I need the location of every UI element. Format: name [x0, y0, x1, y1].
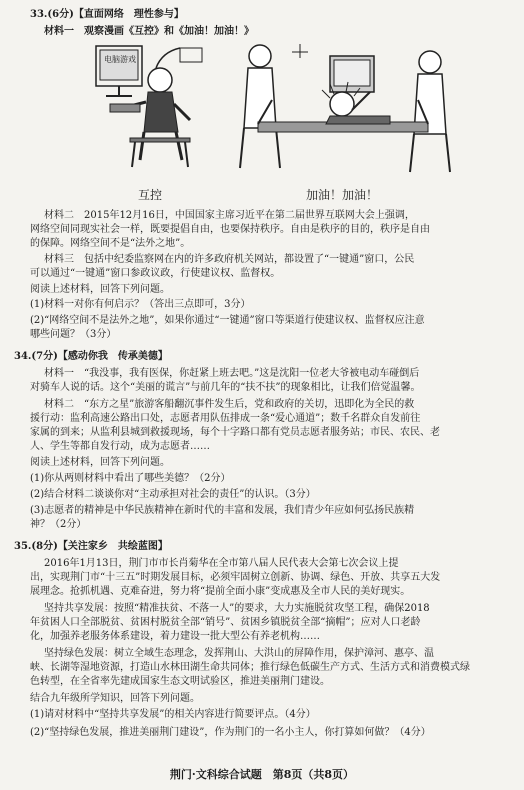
- q34-read-instruction: 阅读上述材料，回答下列问题。: [30, 457, 170, 468]
- cartoon-screen-text: 电脑游戏: [104, 55, 136, 64]
- q35-para3-line3: 色转型，在全省率先建成国家生态文明试验区，推进美丽荆门建设。: [30, 676, 330, 687]
- q34-material1-line2: 对骑车人说的话。这个“美丽的谎言”与前几年的“扶不扶”的现象相比，让我们倍觉温馨。: [30, 382, 421, 393]
- q35-question2: (2)“坚持绿色发展，推进美丽荆门建设”，作为荆门的一名小主人，你打算如何做？（4分）: [30, 727, 431, 738]
- page-footer: 荆门·文科综合试题 第8页（共8页）: [169, 768, 355, 781]
- q34-material2-line3: 家属的到来；从监利县城到救援现场，每个十字路口都有党员志愿者服务站；市民、农民、老: [30, 427, 440, 438]
- q34-heading: 34.(7分)【感动你我 传承美德】: [14, 351, 168, 362]
- q33-material3-line2: 可以通过“一键通”窗口参政议政，行使建议权、监督权。: [30, 268, 281, 279]
- q33-material2-line1: 材料二 2015年12月16日，中国国家主席习近平在第二届世界互联网大会上强调，: [44, 210, 415, 221]
- q34-material2-line4: 人、学生等都自发行动，成为志愿者……: [30, 441, 210, 452]
- q35-para3-line1: 坚持绿色发展：树立全域生态理念，发挥荆山、大洪山的屏障作用，保护漳河、惠亭、温: [44, 648, 434, 659]
- q35-para1-line3: 展理念。抢抓机遇、克难奋进，努力将“提前全面小康”变成惠及全市人民的美好现实。: [30, 586, 411, 597]
- q34-material1-line1: 材料一 “我没事，我有医保，你赶紧上班去吧。”这是沈阳一位老大爷被电动车碰倒后: [44, 368, 420, 379]
- q33-question2-line1: (2)“网络空间不是法外之地”，如果你通过“一键通”窗口等渠道行使建议权、监督权应注意: [30, 315, 425, 326]
- q35-para1-line1: 2016年1月13日，荆门市市长肖菊华在全市第八届人民代表大会第七次会议上提: [44, 558, 399, 569]
- caption-mutual-control: 互控: [138, 188, 163, 202]
- q35-read-instruction: 结合九年级所学知识，回答下列问题。: [30, 693, 200, 704]
- cartoon-come-on: [230, 38, 460, 178]
- q33-material1-intro: 材料一 观察漫画《互控》和《加油！加油！》: [44, 26, 254, 37]
- q33-material2-line3: 的保障。网络空间不是“法外之地”。: [30, 238, 191, 249]
- q33-read-instruction: 阅读上述材料，回答下列问题。: [30, 284, 170, 295]
- q35-para2-line2: 年贫困人口全部脱贫、贫困村脱贫全部“销号”、贫困乡镇脱贫全部“摘帽”；应对人口老龄: [30, 617, 421, 628]
- q34-question3-line2: 神？（2分）: [30, 519, 87, 530]
- q34-material2-line2: 援行动：监利高速公路出口处，志愿者用队伍排成一条“爱心通道”；数千名群众自发前往: [30, 413, 421, 424]
- cartoon-mutual-control: [90, 42, 210, 172]
- q35-question1: (1)请对材料中“坚持共享发展”的相关内容进行简要评点。（4分）: [30, 709, 316, 720]
- q35-heading: 35.(8分)【关注家乡 共绘蓝图】: [14, 541, 168, 552]
- q33-material2-line2: 网络空间同现实社会一样，既要提倡自由，也要保持秩序。自由是秩序的目的，秩序是自由: [30, 224, 430, 235]
- q33-question2-line2: 哪些问题？（3分）: [30, 329, 117, 340]
- q33-heading: 33.(6分)【直面网络 理性参与】: [30, 9, 184, 20]
- q33-question1: (1)材料一对你有何启示？（答出三点即可，3分）: [30, 299, 251, 310]
- q35-para2-line3: 化，加强养老服务体系建设，着力建设一批大型公有养老机构……: [30, 631, 320, 642]
- q35-para1-line2: 出，实现荆门市“十三五”时期发展目标，必须牢固树立创新、协调、绿色、开放、共享五大发: [30, 572, 441, 583]
- q34-material2-line1: 材料二 “东方之星”旅游客船翻沉事件发生后，党和政府的关切，迅即化为全民的救: [44, 399, 415, 410]
- q34-question3-line1: (3)志愿者的精神是中华民族精神在新时代的丰富和发展，我们青少年应如何弘扬民族精: [30, 505, 415, 516]
- q34-question2: (2)结合材料二谈谈你对“主动承担对社会的责任”的认识。（3分）: [30, 489, 316, 500]
- caption-come-on: 加油！加油！: [306, 188, 379, 202]
- q35-para3-line2: 峡、长湖等湿地资源，打造山水林田湖生命共同体；推行绿色低碳生产方式、生活方式和消费模式绿: [30, 662, 470, 673]
- q35-para2-line1: 坚持共享发展：按照“精准扶贫、不落一人”的要求，大力实施脱贫攻坚工程，确保2018: [44, 603, 430, 614]
- q33-material3-line1: 材料三 包括中纪委监察网在内的许多政府机关网站，都设置了“一键通”窗口，公民: [44, 254, 415, 265]
- q34-question1: (1)你从两则材料中看出了哪些美德？（2分）: [30, 473, 231, 484]
